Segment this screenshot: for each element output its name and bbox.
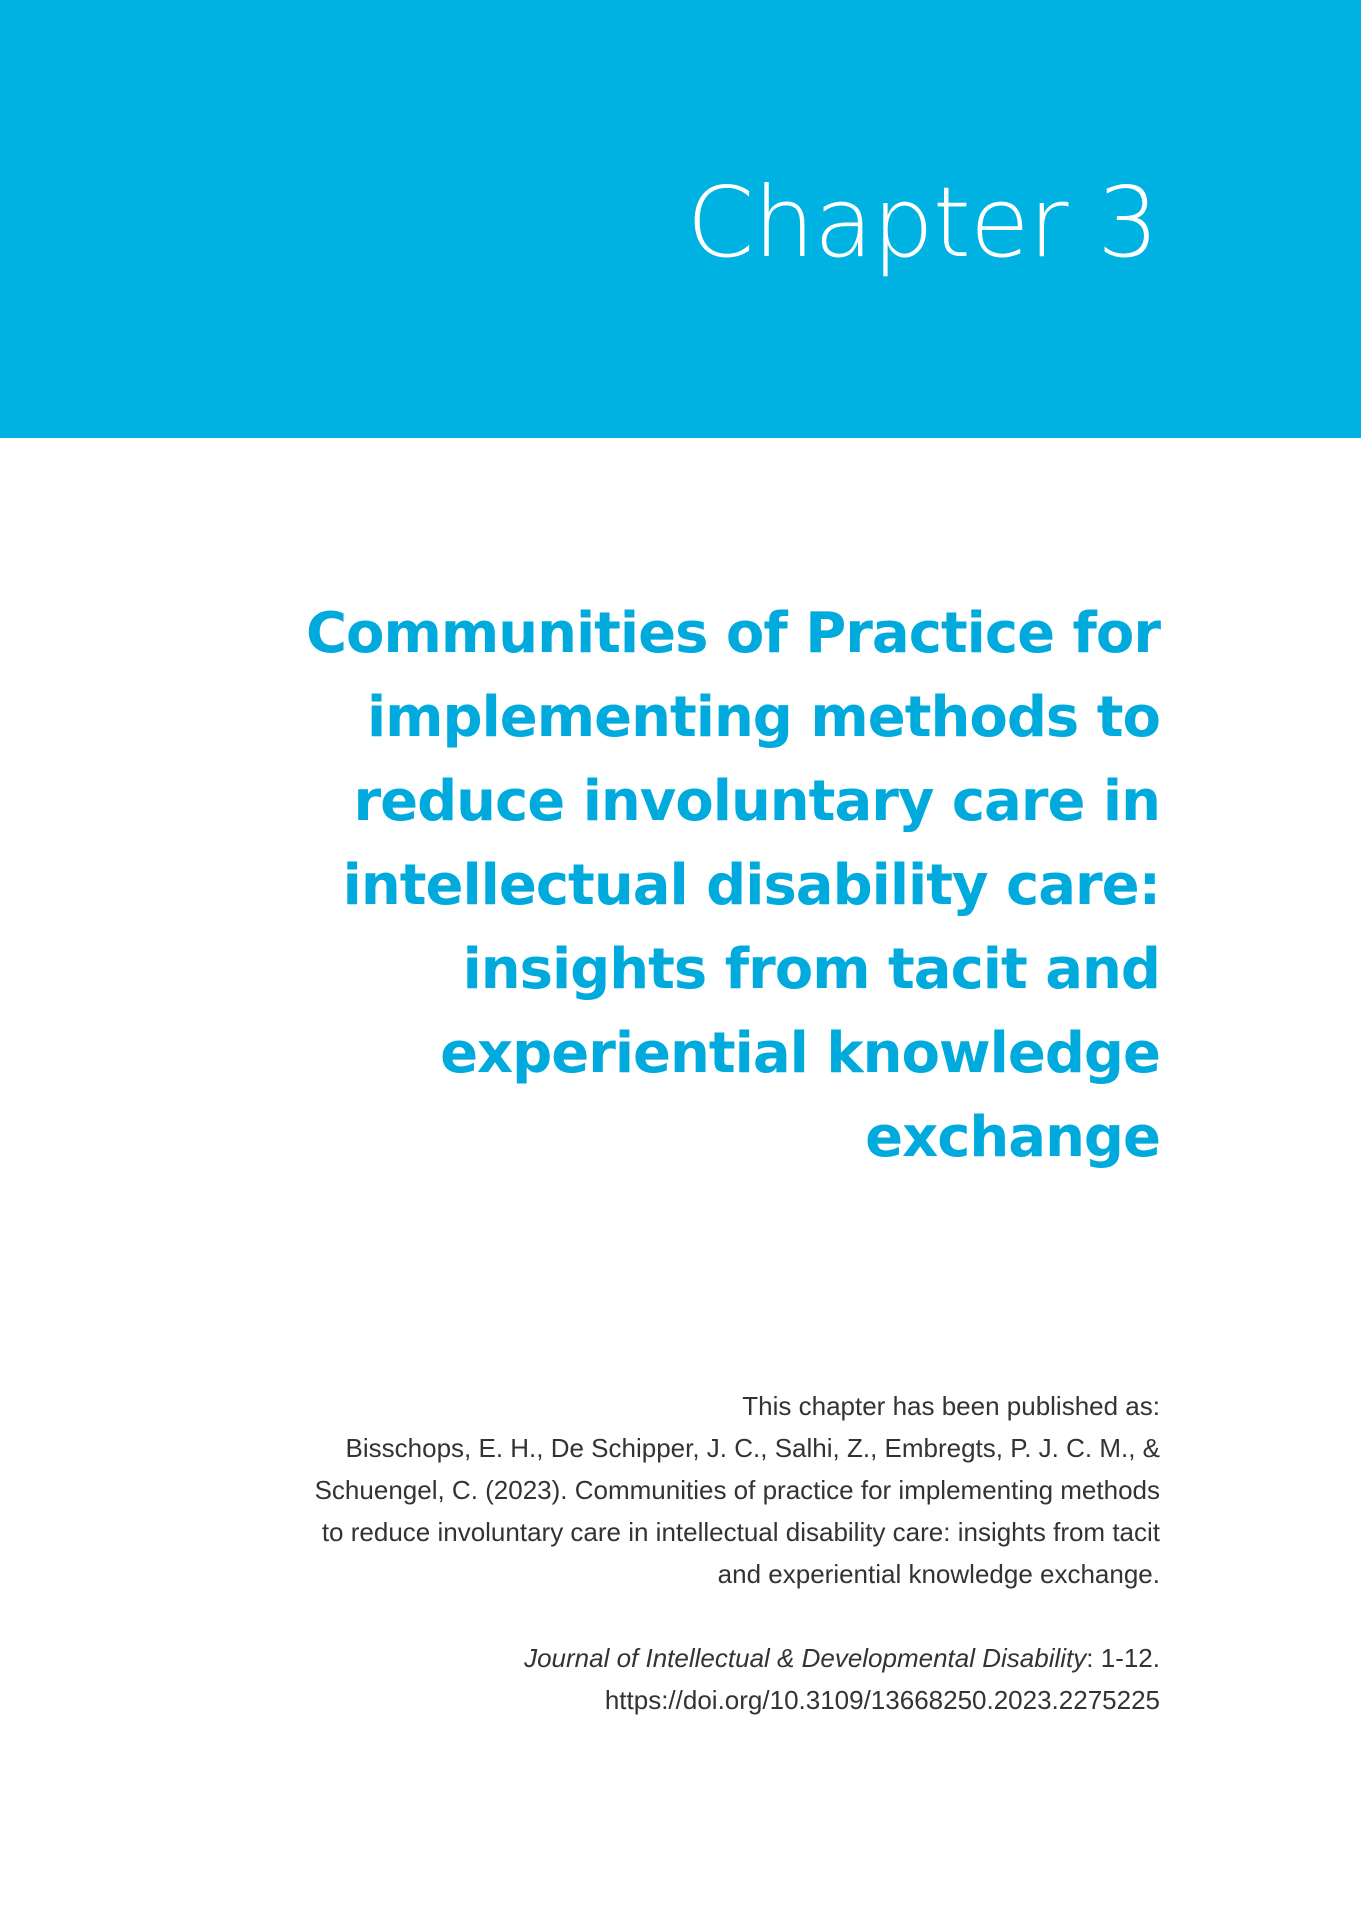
citation-reference-line: and experiential knowledge exchange. — [717, 1559, 1160, 1589]
chapter-title — [260, 592, 1160, 1180]
title-line: insights from tacit and — [462, 937, 1160, 1002]
doi-link[interactable]: https://doi.org/10.3109/13668250.2023.2275225 — [604, 1685, 1160, 1715]
title-line: Communities of Practice for — [305, 601, 1160, 666]
citation-spacer — [160, 1595, 1160, 1637]
journal-pages: : 1-12. — [1086, 1643, 1160, 1673]
citation-reference-line: Schuengel, C. (2023). Communities of practice for implementing methods — [314, 1475, 1160, 1505]
citation-reference-line: Bisschops, E. H., De Schipper, J. C., Salhi, Z., Embregts, P. J. C. M., & — [345, 1433, 1160, 1463]
chapter-header-band — [0, 0, 1361, 438]
title-line: reduce involuntary care in — [353, 769, 1160, 834]
citation-reference-line: to reduce involuntary care in intellectual disability care: insights from tacit — [321, 1517, 1160, 1547]
journal-name: Journal of Intellectual & Developmental Disability — [524, 1643, 1087, 1673]
title-line: exchange — [865, 1105, 1160, 1170]
title-line: experiential knowledge — [440, 1021, 1160, 1086]
citation-journal-line — [160, 1637, 1160, 1679]
title-line: implementing methods to — [366, 685, 1160, 750]
chapter-label: Chapter 3 — [686, 166, 1158, 279]
title-line: intellectual disability care: — [342, 853, 1160, 918]
publication-citation — [160, 1385, 1160, 1721]
citation-intro: This chapter has been published as: — [742, 1391, 1160, 1421]
